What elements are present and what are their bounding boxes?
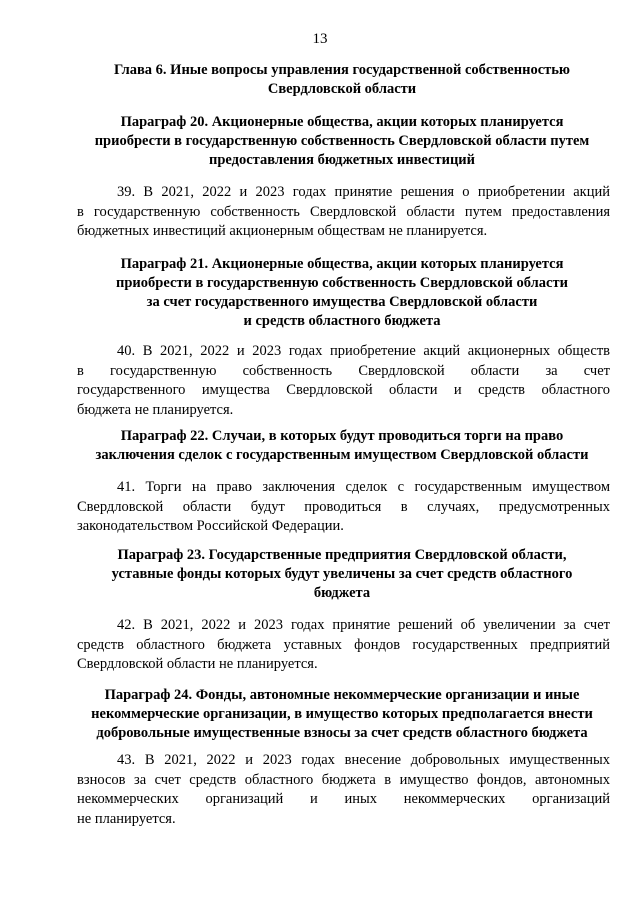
page-number: 13 — [312, 31, 328, 47]
section-heading-21 — [74, 255, 610, 331]
section-text-40 — [77, 342, 610, 420]
heading-line: и средств областного бюджета — [243, 313, 441, 329]
heading-line: приобрести в государственную собственность Свердловской области путем — [94, 133, 590, 149]
chapter-heading — [74, 61, 610, 99]
section-heading-20 — [74, 113, 610, 170]
text-line: в государственную собственность Свердловской области путем предоставления — [77, 203, 610, 220]
heading-line: Параграф 22. Случаи, в которых будут проводиться торги на право — [120, 428, 564, 444]
section-text-43 — [77, 751, 610, 829]
text-line: 39. В 2021, 2022 и 2023 годах принятие решения о приобретении акций — [117, 184, 610, 200]
section-heading-24 — [74, 686, 610, 743]
heading-line: за счет государственного имущества Свердловской области — [146, 294, 538, 310]
text-line: законодательством Российской Федерации. — [77, 518, 344, 534]
heading-line: Параграф 23. Государственные предприятия Свердловской области, — [117, 547, 567, 563]
heading-line: заключения сделок с государственным имуществом Свердловской области — [95, 447, 589, 463]
heading-line: Параграф 24. Фонды, автономные некоммерческие организации и иные — [104, 687, 580, 703]
heading-line: Параграф 20. Акционерные общества, акции которых планируется — [120, 114, 564, 130]
heading-line: предоставления бюджетных инвестиций — [208, 152, 476, 168]
section-heading-23 — [74, 546, 610, 603]
text-line: бюджетных инвестиций акционерным обществам не планируется. — [77, 223, 488, 239]
text-line: государственного имущества Свердловской области и средств областного — [77, 382, 610, 398]
text-line: некоммерческих организаций и иных некоммерческих организаций — [77, 791, 610, 807]
heading-line: Глава 6. Иные вопросы управления государственной собственностью — [113, 62, 571, 78]
text-line: в государственную собственность Свердловской области за счет — [77, 362, 610, 379]
text-line: 40. В 2021, 2022 и 2023 годах приобретение акций акционерных обществ — [117, 343, 610, 359]
text-line: 42. В 2021, 2022 и 2023 годах принятие решений об увеличении за счет — [117, 617, 610, 633]
heading-line: некоммерческие организации, в имущество которых предполагается внести — [91, 706, 593, 722]
heading-line: Параграф 21. Акционерные общества, акции которых планируется — [120, 256, 564, 272]
section-heading-22 — [74, 427, 610, 465]
text-line: Свердловской области не планируется. — [77, 656, 318, 672]
text-line: не планируется. — [77, 810, 176, 827]
text-line: взносов за счет средств областного бюджета в имущество фондов, автономных — [77, 771, 610, 788]
heading-line: приобрести в государственную собственность Свердловской области — [116, 275, 568, 291]
heading-line: Свердловской области — [267, 81, 417, 97]
section-text-41 — [77, 478, 610, 537]
section-text-39 — [77, 183, 610, 242]
section-text-42 — [77, 616, 610, 675]
heading-line: бюджета — [313, 585, 371, 601]
text-line: 43. В 2021, 2022 и 2023 годах внесение добровольных имущественных — [117, 752, 610, 768]
text-line: средств областного бюджета уставных фондов государственных предприятий — [77, 636, 610, 653]
text-line: Свердловской области будут проводиться в случаях, предусмотренных — [77, 498, 610, 515]
heading-line: добровольные имущественные взносы за счет средств областного бюджета — [96, 725, 588, 741]
heading-line: уставные фонды которых будут увеличены за счет средств областного — [111, 566, 573, 582]
text-line: бюджета не планируется. — [77, 401, 234, 418]
text-line: 41. Торги на право заключения сделок с государственным имуществом — [117, 479, 610, 495]
